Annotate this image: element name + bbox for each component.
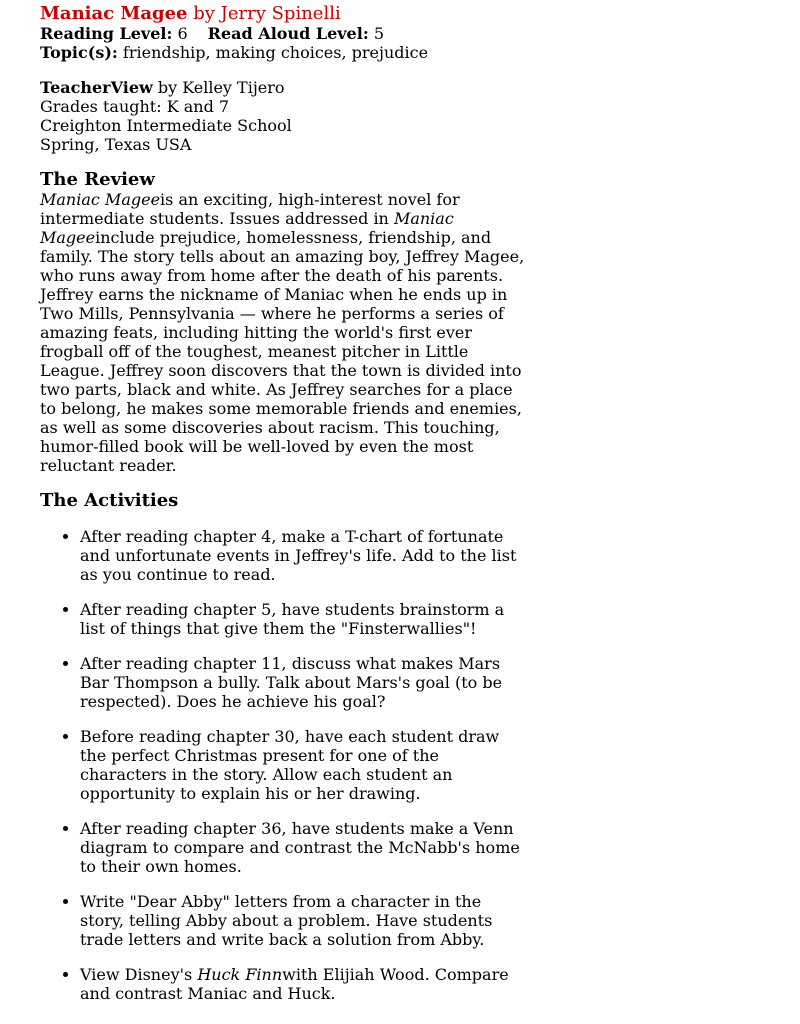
book-title: Maniac Magee (40, 3, 188, 24)
activities-list (40, 527, 530, 1003)
review-text: Maniac Mageeis an exciting, high-interest novel for intermediate students. Issues addressed in Maniac Mageeinclude prejudice, homelessness, friendship, and family. The story tells about an amazing boy, Jeffrey Magee, who runs away from home after the death of his parents. Jeffrey earns the nickname of Maniac when he ends up in Two Mills, Pennsylvania — where he performs a series of amazing feats, including hitting the world's first ever frogball off of the toughest, meanest pitcher in Little League. Jeffrey soon discovers that the town is divided into two parts, black and white. As Jeffrey searches for a place to belong, he makes some memorable friends and enemies, as well as some discoveries about racism. This touching, humor-filled book will be well-loved by even the most reluctant reader. (40, 190, 525, 475)
page-content (40, 4, 530, 1019)
review-book-title-2: Maniac Magee (40, 209, 454, 247)
topics-value: friendship, making choices, prejudice (122, 43, 429, 62)
review-heading: The Review (40, 169, 155, 190)
levels-line (40, 24, 530, 43)
activity-item: • After reading chapter 36, have students make a Venn diagram to compare and contrast the McNabb's home to their own homes. (80, 819, 530, 876)
book-title-line (40, 4, 530, 24)
teacher-school: Creighton Intermediate School (40, 116, 292, 135)
reading-level-value: 6 (177, 24, 188, 43)
movie-title: Huck Finn (197, 965, 283, 984)
activity-item: • After reading chapter 5, have students brainstorm a list of things that give them the "Finsterwallies"! (80, 600, 530, 638)
teacher-name: by Kelley Tijero (152, 78, 285, 97)
activity-item: • Before reading chapter 30, have each student draw the perfect Christmas present for one of the characters in the story. Allow each student an opportunity to explain his or her drawing. (80, 727, 530, 803)
teacher-grades: Grades taught: K and 7 (40, 97, 230, 116)
read-aloud-label: Read Aloud Level: (207, 24, 369, 43)
topics-label: Topic(s): (40, 43, 118, 62)
activities-heading: The Activities (40, 490, 179, 511)
book-author: Jerry Spinelli (220, 3, 341, 24)
teacher-info (40, 78, 530, 154)
topics-line (40, 43, 530, 62)
activity-item: • After reading chapter 11, discuss what makes Mars Bar Thompson a bully. Talk about Mars's goal (to be respected). Does he achieve his goal? (80, 654, 530, 711)
teacher-source: TeacherView (40, 78, 153, 97)
read-aloud-value: 5 (373, 24, 384, 43)
activity-item: • After reading chapter 4, make a T-chart of fortunate and unfortunate events in Jeffrey's life. Add to the list as you continue to read. (80, 527, 530, 584)
reading-level-label: Reading Level: (40, 24, 173, 43)
activity-item: • Write "Dear Abby" letters from a character in the story, telling Abby about a problem. Have students trade letters and write back a solution from Abby. (80, 892, 530, 949)
activity-item: • View Disney's Huck Finnwith Elijiah Wood. Compare and contrast Maniac and Huck. (80, 965, 530, 1003)
author-prefix: by (187, 3, 221, 24)
teacher-location: Spring, Texas USA (40, 135, 192, 154)
review-book-title-1: Maniac Magee (40, 190, 161, 209)
